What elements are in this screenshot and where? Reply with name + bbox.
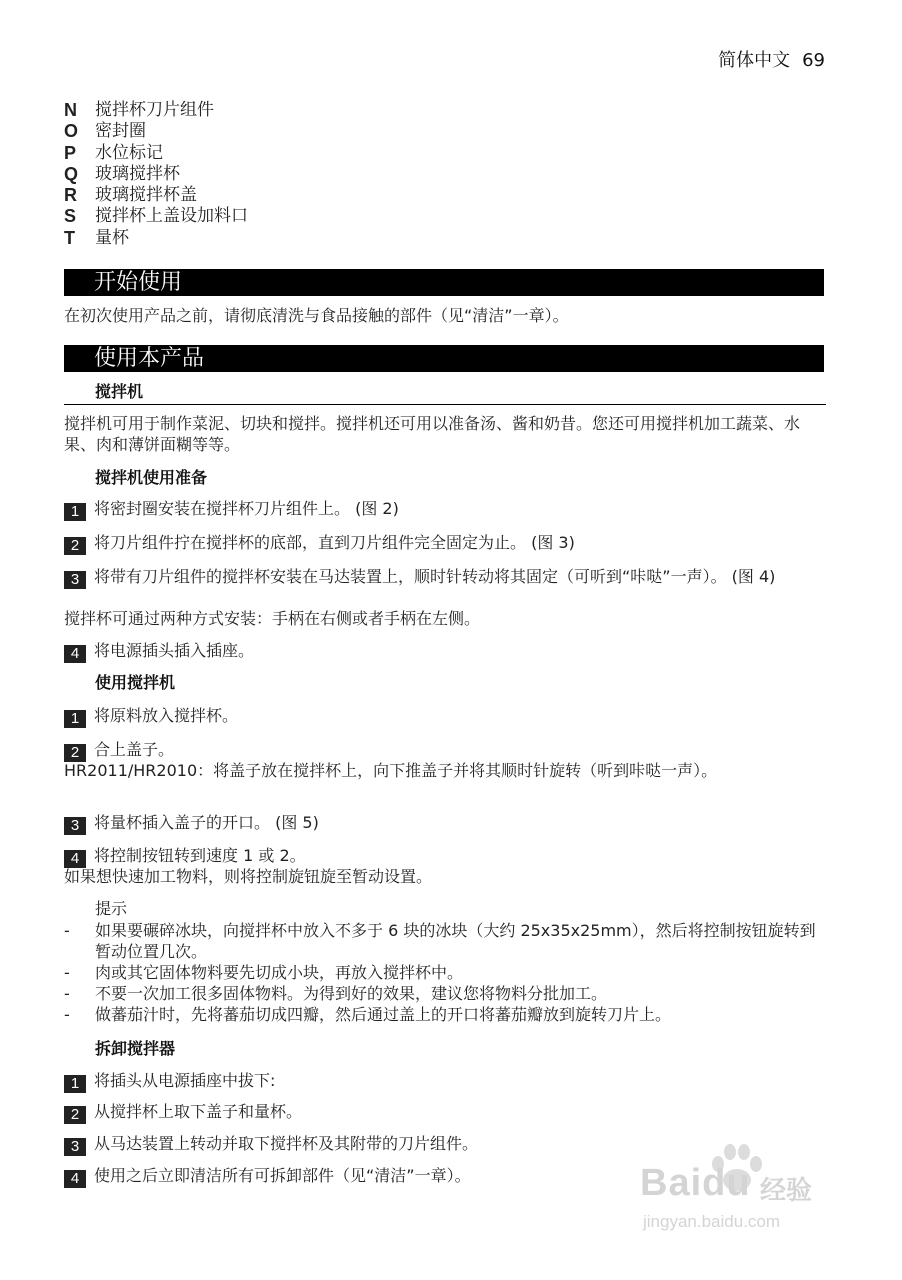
step-text: 使用之后立即清洁所有可拆卸部件（见“清洁”一章）。 (94, 1166, 471, 1185)
tips-list (64, 920, 824, 1025)
language-label: 简体中文 (718, 50, 791, 71)
step-text: 从马达装置上转动并取下搅拌杯及其附带的刀片组件。 (94, 1134, 479, 1153)
tips-heading: 提示 (95, 899, 128, 918)
disassemble-step (64, 1070, 784, 1093)
step-number: 1 (64, 503, 86, 521)
step-number: 4 (64, 645, 86, 663)
prep-step (64, 640, 784, 663)
step-number: 4 (64, 850, 86, 868)
blender-intro: 搅拌机可用于制作菜泥、切块和搅拌。搅拌机还可用以准备汤、酱和奶昔。您还可用搅拌机加工蔬菜、水果、肉和薄饼面糊等等。 (64, 414, 801, 454)
blender-heading: 搅拌机 (95, 382, 144, 401)
part-label: 水位标记 (95, 142, 163, 163)
step-number: 2 (64, 744, 86, 762)
watermark-cn: 经验 (760, 1176, 813, 1206)
prep-note: 搅拌杯可通过两种方式安装：手柄在右侧或者手柄在左侧。 (64, 609, 481, 628)
baidu-watermark (640, 1142, 840, 1242)
step-number: 3 (64, 817, 86, 835)
tip-text: 肉或其它固体物料要先切成小块，再放入搅拌杯中。 (95, 963, 464, 982)
step-text: 将量杯插入盖子的开口。 (图 5) (94, 813, 319, 832)
step-number: 1 (64, 710, 86, 728)
tip-item: - 不要一次加工很多固体物料。为得到好的效果，建议您将物料分批加工。 (64, 983, 824, 1004)
use-step (64, 812, 784, 835)
part-letter: P (64, 142, 77, 163)
getting-started-text: 在初次使用产品之前，请彻底清洗与食品接触的部件（见“清洁”一章）。 (64, 306, 569, 325)
tip-item: - 如果要碾碎冰块，向搅拌杯中放入不多于 6 块的冰块（大约 25x35x25mm），然后将控制按钮旋转到暂动位置几次。 (64, 920, 824, 962)
step-text: 将刀片组件拧在搅拌杯的底部，直到刀片组件完全固定为止。 (图 3) (94, 533, 575, 552)
section-heading-getting-started: 开始使用 (64, 269, 824, 296)
step-text: 将插头从电源插座中拔下: (94, 1071, 276, 1090)
tip-text: 不要一次加工很多固体物料。为得到好的效果，建议您将物料分批加工。 (95, 984, 608, 1003)
prep-step (64, 498, 784, 521)
part-letter: T (64, 227, 75, 248)
step-number: 3 (64, 571, 86, 589)
part-item (64, 121, 248, 142)
part-item (64, 164, 248, 185)
part-label: 量杯 (95, 227, 129, 248)
part-label: 玻璃搅拌杯 (95, 163, 180, 184)
step-text: 合上盖子。 (94, 740, 175, 759)
part-item (64, 228, 248, 249)
prep-heading: 搅拌机使用准备 (95, 468, 208, 487)
step-number: 2 (64, 537, 86, 555)
part-letter: O (64, 121, 79, 142)
part-label: 搅拌杯刀片组件 (95, 100, 214, 120)
tip-item: - 做蕃茄汁时，先将蕃茄切成四瓣，然后通过盖上的开口将蕃茄瓣放到旋转刀片上。 (64, 1004, 824, 1025)
page-number: 69 (802, 50, 825, 71)
disassemble-step (64, 1101, 784, 1124)
tip-item: - 肉或其它固体物料要先切成小块，再放入搅拌杯中。 (64, 962, 824, 983)
step-number: 1 (64, 1075, 86, 1093)
step-text: 将带有刀片组件的搅拌杯安装在马达装置上，顺时针转动将其固定（可听到“咔哒”一声）。 (图 4) (94, 567, 776, 586)
part-letter: R (64, 185, 77, 206)
speed-note: 如果想快速加工物料，则将控制旋钮旋至暂动设置。 (64, 867, 433, 886)
part-item (64, 185, 248, 206)
part-label: 搅拌杯上盖设加料口 (95, 206, 248, 227)
step-text: 将控制按钮转到速度 1 或 2。 (94, 846, 306, 865)
step-number: 3 (64, 1138, 86, 1156)
part-label: 密封圈 (95, 121, 146, 142)
watermark-url: jingyan.baidu.com (643, 1212, 781, 1231)
step-text: 从搅拌杯上取下盖子和量杯。 (94, 1102, 303, 1121)
prep-step (64, 532, 784, 555)
section-heading-using-product: 使用本产品 (64, 345, 824, 372)
tip-text: 如果要碾碎冰块，向搅拌杯中放入不多于 6 块的冰块（大约 25x35x25mm），然后将控制按钮旋转到暂动位置几次。 (95, 921, 816, 961)
step-number: 4 (64, 1170, 86, 1188)
use-step (64, 845, 784, 868)
use-heading: 使用搅拌机 (95, 673, 176, 692)
prep-step (64, 566, 784, 589)
part-item (64, 143, 248, 164)
part-letter: N (64, 100, 77, 120)
heading-divider (64, 404, 826, 405)
step-text: 将电源插头插入插座。 (94, 641, 255, 660)
part-label: 玻璃搅拌杯盖 (95, 185, 197, 206)
disassemble-heading: 拆卸搅拌器 (95, 1039, 176, 1058)
part-item (64, 206, 248, 227)
use-step (64, 739, 784, 762)
parts-list (64, 100, 248, 249)
lid-note: HR2011/HR2010：将盖子放在搅拌杯上，向下推盖子并将其顺时针旋转（听到咔哒一声）。 (64, 761, 718, 780)
step-number: 2 (64, 1106, 86, 1124)
part-item (64, 100, 248, 121)
tip-text: 做蕃茄汁时，先将蕃茄切成四瓣，然后通过盖上的开口将蕃茄瓣放到旋转刀片上。 (95, 1005, 672, 1024)
step-text: 将原料放入搅拌杯。 (94, 706, 239, 725)
step-text: 将密封圈安装在搅拌杯刀片组件上。 (图 2) (94, 499, 399, 518)
use-step (64, 705, 784, 728)
part-letter: Q (64, 163, 79, 184)
page-header (718, 46, 825, 72)
part-letter: S (64, 206, 77, 227)
watermark-logo: Baidu (640, 1162, 751, 1204)
